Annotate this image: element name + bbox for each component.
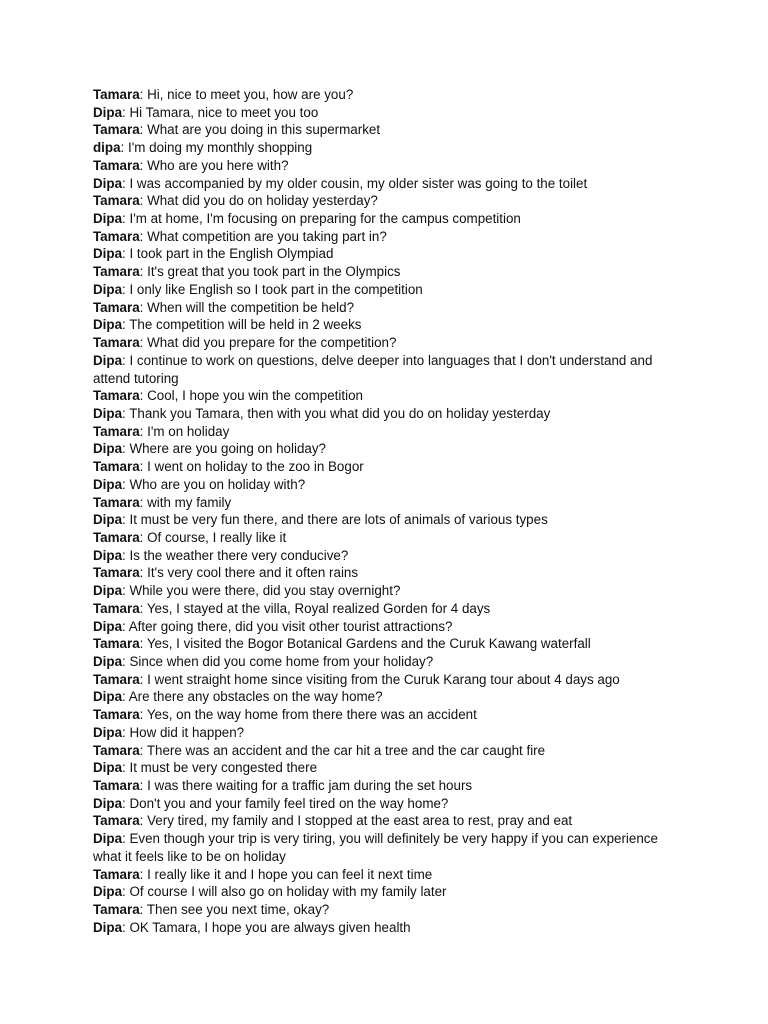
utterance-text: : Who are you on holiday with? bbox=[122, 476, 306, 492]
speaker-name: Dipa bbox=[93, 175, 123, 191]
speaker-name: Tamara bbox=[93, 778, 140, 794]
utterance-text: : There was an accident and the car hit a tree and the car caught fire bbox=[139, 742, 546, 758]
utterance-text: : Yes, I stayed at the villa, Royal realized Gorden for 4 days bbox=[139, 600, 491, 616]
speaker-name: Dipa bbox=[93, 654, 123, 669]
speaker-name: Dipa bbox=[93, 281, 123, 297]
utterance-text: : Don't you and your family feel tired on the way home? bbox=[122, 795, 449, 811]
dialogue-line bbox=[93, 157, 683, 175]
utterance-text: : with my family bbox=[139, 494, 232, 510]
utterance-text: : Of course, I really like it bbox=[139, 529, 287, 545]
speaker-name: Dipa bbox=[93, 476, 123, 492]
speaker-name: Tamara bbox=[93, 671, 140, 687]
dialogue-line bbox=[93, 387, 683, 405]
speaker-name: Dipa bbox=[93, 352, 123, 368]
dialogue-line bbox=[93, 210, 683, 228]
dialogue-line bbox=[93, 494, 683, 512]
utterance-text: : I only like English so I took part in the competition bbox=[122, 281, 423, 297]
dialogue-line bbox=[93, 352, 683, 387]
utterance-text: : It must be very congested there bbox=[122, 760, 318, 776]
dialogue-line bbox=[93, 742, 683, 760]
utterance-text: : Are there any obstacles on the way home? bbox=[122, 689, 383, 705]
dialogue-line bbox=[93, 671, 683, 689]
dialogue-line bbox=[93, 281, 683, 299]
speaker-name: Tamara bbox=[93, 264, 140, 280]
speaker-name: Tamara bbox=[93, 494, 140, 510]
dialogue-line bbox=[93, 334, 683, 352]
speaker-name: Tamara bbox=[93, 228, 140, 244]
utterance-text: : Yes, on the way home from there there was an accident bbox=[139, 707, 477, 723]
dialogue-document bbox=[93, 86, 683, 937]
dialogue-line bbox=[93, 795, 683, 813]
dialogue-line bbox=[93, 618, 683, 636]
speaker-name: Dipa bbox=[93, 317, 123, 333]
speaker-name: Dipa bbox=[93, 441, 123, 457]
utterance-text: : I took part in the English Olympiad bbox=[122, 246, 334, 262]
speaker-name: Tamara bbox=[93, 193, 140, 209]
utterance-text: : Who are you here with? bbox=[139, 157, 289, 173]
utterance-text: : Is the weather there very conducive? bbox=[122, 547, 349, 563]
utterance-text: : When will the competition be held? bbox=[139, 299, 355, 315]
dialogue-line bbox=[93, 529, 683, 547]
dialogue-line bbox=[93, 316, 683, 334]
speaker-name: Tamara bbox=[93, 707, 140, 723]
utterance-text: : I'm doing my monthly shopping bbox=[120, 140, 313, 156]
dialogue-line bbox=[93, 104, 683, 122]
speaker-name: Dipa bbox=[93, 512, 123, 528]
speaker-name: Tamara bbox=[93, 87, 140, 102]
dialogue-line bbox=[93, 635, 683, 653]
speaker-name: Dipa bbox=[93, 724, 123, 740]
dialogue-line bbox=[93, 724, 683, 742]
utterance-text: : While you were there, did you stay overnight? bbox=[122, 583, 401, 599]
speaker-name: Tamara bbox=[93, 600, 140, 616]
utterance-text: : I was accompanied by my older cousin, my older sister was going to the toilet bbox=[122, 175, 588, 191]
speaker-name: Tamara bbox=[93, 636, 140, 652]
utterance-text: : What are you doing in this supermarket bbox=[139, 122, 381, 138]
utterance-text: : Very tired, my family and I stopped at the east area to rest, pray and eat bbox=[139, 813, 573, 829]
speaker-name: Tamara bbox=[93, 157, 140, 173]
dialogue-line bbox=[93, 919, 683, 937]
dialogue-line bbox=[93, 423, 683, 441]
utterance-text: : Thank you Tamara, then with you what did you do on holiday yesterday bbox=[122, 405, 551, 421]
utterance-text: : After going there, did you visit other tourist attractions? bbox=[122, 618, 453, 634]
dialogue-line bbox=[93, 511, 683, 529]
dialogue-line bbox=[93, 547, 683, 565]
utterance-text: : It's great that you took part in the Olympics bbox=[139, 264, 401, 280]
utterance-text: : Where are you going on holiday? bbox=[122, 441, 326, 457]
utterance-text: : Hi, nice to meet you, how are you? bbox=[139, 87, 354, 102]
dialogue-line bbox=[93, 653, 683, 671]
utterance-text: : I was there waiting for a traffic jam during the set hours bbox=[139, 778, 473, 794]
speaker-name: Tamara bbox=[93, 388, 140, 404]
utterance-text: : I'm at home, I'm focusing on preparing for the campus competition bbox=[122, 211, 521, 227]
speaker-name: Dipa bbox=[93, 831, 123, 847]
speaker-name: Dipa bbox=[93, 104, 123, 120]
dialogue-line bbox=[93, 476, 683, 494]
speaker-name: Tamara bbox=[93, 742, 140, 758]
speaker-name: dipa bbox=[93, 140, 121, 156]
utterance-text: : What did you prepare for the competition? bbox=[139, 335, 397, 351]
speaker-name: Tamara bbox=[93, 299, 140, 315]
dialogue-line bbox=[93, 86, 683, 104]
utterance-text: : Yes, I visited the Bogor Botanical Gardens and the Curuk Kawang waterfall bbox=[139, 636, 591, 652]
utterance-text: : Even though your trip is very tiring, you will definitely be very happy if you can experience what it feels like to be on holiday bbox=[93, 831, 658, 864]
speaker-name: Tamara bbox=[93, 335, 140, 351]
dialogue-line bbox=[93, 759, 683, 777]
dialogue-line bbox=[93, 440, 683, 458]
dialogue-line bbox=[93, 582, 683, 600]
speaker-name: Tamara bbox=[93, 529, 140, 545]
speaker-name: Dipa bbox=[93, 547, 123, 563]
utterance-text: : I really like it and I hope you can feel it next time bbox=[139, 866, 433, 882]
dialogue-line bbox=[93, 706, 683, 724]
speaker-name: Tamara bbox=[93, 459, 140, 475]
utterance-text: : What competition are you taking part in? bbox=[139, 228, 387, 244]
speaker-name: Dipa bbox=[93, 884, 123, 900]
utterance-text: : I went straight home since visiting from the Curuk Karang tour about 4 days ago bbox=[139, 671, 620, 687]
dialogue-line bbox=[93, 901, 683, 919]
speaker-name: Dipa bbox=[93, 689, 123, 705]
speaker-name: Dipa bbox=[93, 583, 123, 599]
utterance-text: : Then see you next time, okay? bbox=[139, 902, 330, 918]
dialogue-line bbox=[93, 192, 683, 210]
dialogue-line bbox=[93, 812, 683, 830]
dialogue-line bbox=[93, 777, 683, 795]
utterance-text: : OK Tamara, I hope you are always given health bbox=[122, 919, 411, 935]
speaker-name: Dipa bbox=[93, 760, 123, 776]
dialogue-line bbox=[93, 458, 683, 476]
speaker-name: Tamara bbox=[93, 902, 140, 918]
speaker-name: Tamara bbox=[93, 423, 140, 439]
speaker-name: Tamara bbox=[93, 813, 140, 829]
speaker-name: Tamara bbox=[93, 122, 140, 138]
speaker-name: Dipa bbox=[93, 246, 123, 262]
dialogue-line bbox=[93, 866, 683, 884]
speaker-name: Dipa bbox=[93, 211, 123, 227]
dialogue-line bbox=[93, 263, 683, 281]
dialogue-line bbox=[93, 175, 683, 193]
utterance-text: : Hi Tamara, nice to meet you too bbox=[122, 104, 319, 120]
dialogue-line bbox=[93, 564, 683, 582]
dialogue-line bbox=[93, 405, 683, 423]
speaker-name: Dipa bbox=[93, 405, 123, 421]
dialogue-line bbox=[93, 688, 683, 706]
utterance-text: : Since when did you come home from your holiday? bbox=[122, 654, 434, 669]
utterance-text: : It's very cool there and it often rains bbox=[139, 565, 359, 581]
speaker-name: Tamara bbox=[93, 565, 140, 581]
dialogue-line bbox=[93, 121, 683, 139]
speaker-name: Dipa bbox=[93, 795, 123, 811]
speaker-name: Tamara bbox=[93, 866, 140, 882]
dialogue-line bbox=[93, 600, 683, 618]
dialogue-line bbox=[93, 299, 683, 317]
dialogue-line bbox=[93, 245, 683, 263]
dialogue-line bbox=[93, 139, 683, 157]
utterance-text: : Of course I will also go on holiday with my family later bbox=[122, 884, 447, 900]
utterance-text: : I'm on holiday bbox=[139, 423, 230, 439]
utterance-text: : It must be very fun there, and there are lots of animals of various types bbox=[122, 512, 548, 528]
utterance-text: : What did you do on holiday yesterday? bbox=[139, 193, 378, 209]
utterance-text: : Cool, I hope you win the competition bbox=[139, 388, 363, 404]
utterance-text: : I continue to work on questions, delve deeper into languages that I don't understand and attend tutoring bbox=[93, 352, 653, 386]
dialogue-line bbox=[93, 883, 683, 901]
utterance-text: : How did it happen? bbox=[122, 724, 245, 740]
speaker-name: Dipa bbox=[93, 618, 123, 634]
speaker-name: Dipa bbox=[93, 919, 123, 935]
utterance-text: : The competition will be held in 2 weeks bbox=[122, 317, 362, 333]
dialogue-line bbox=[93, 228, 683, 246]
dialogue-list bbox=[93, 86, 683, 937]
utterance-text: : I went on holiday to the zoo in Bogor bbox=[139, 459, 364, 475]
dialogue-line bbox=[93, 830, 683, 865]
